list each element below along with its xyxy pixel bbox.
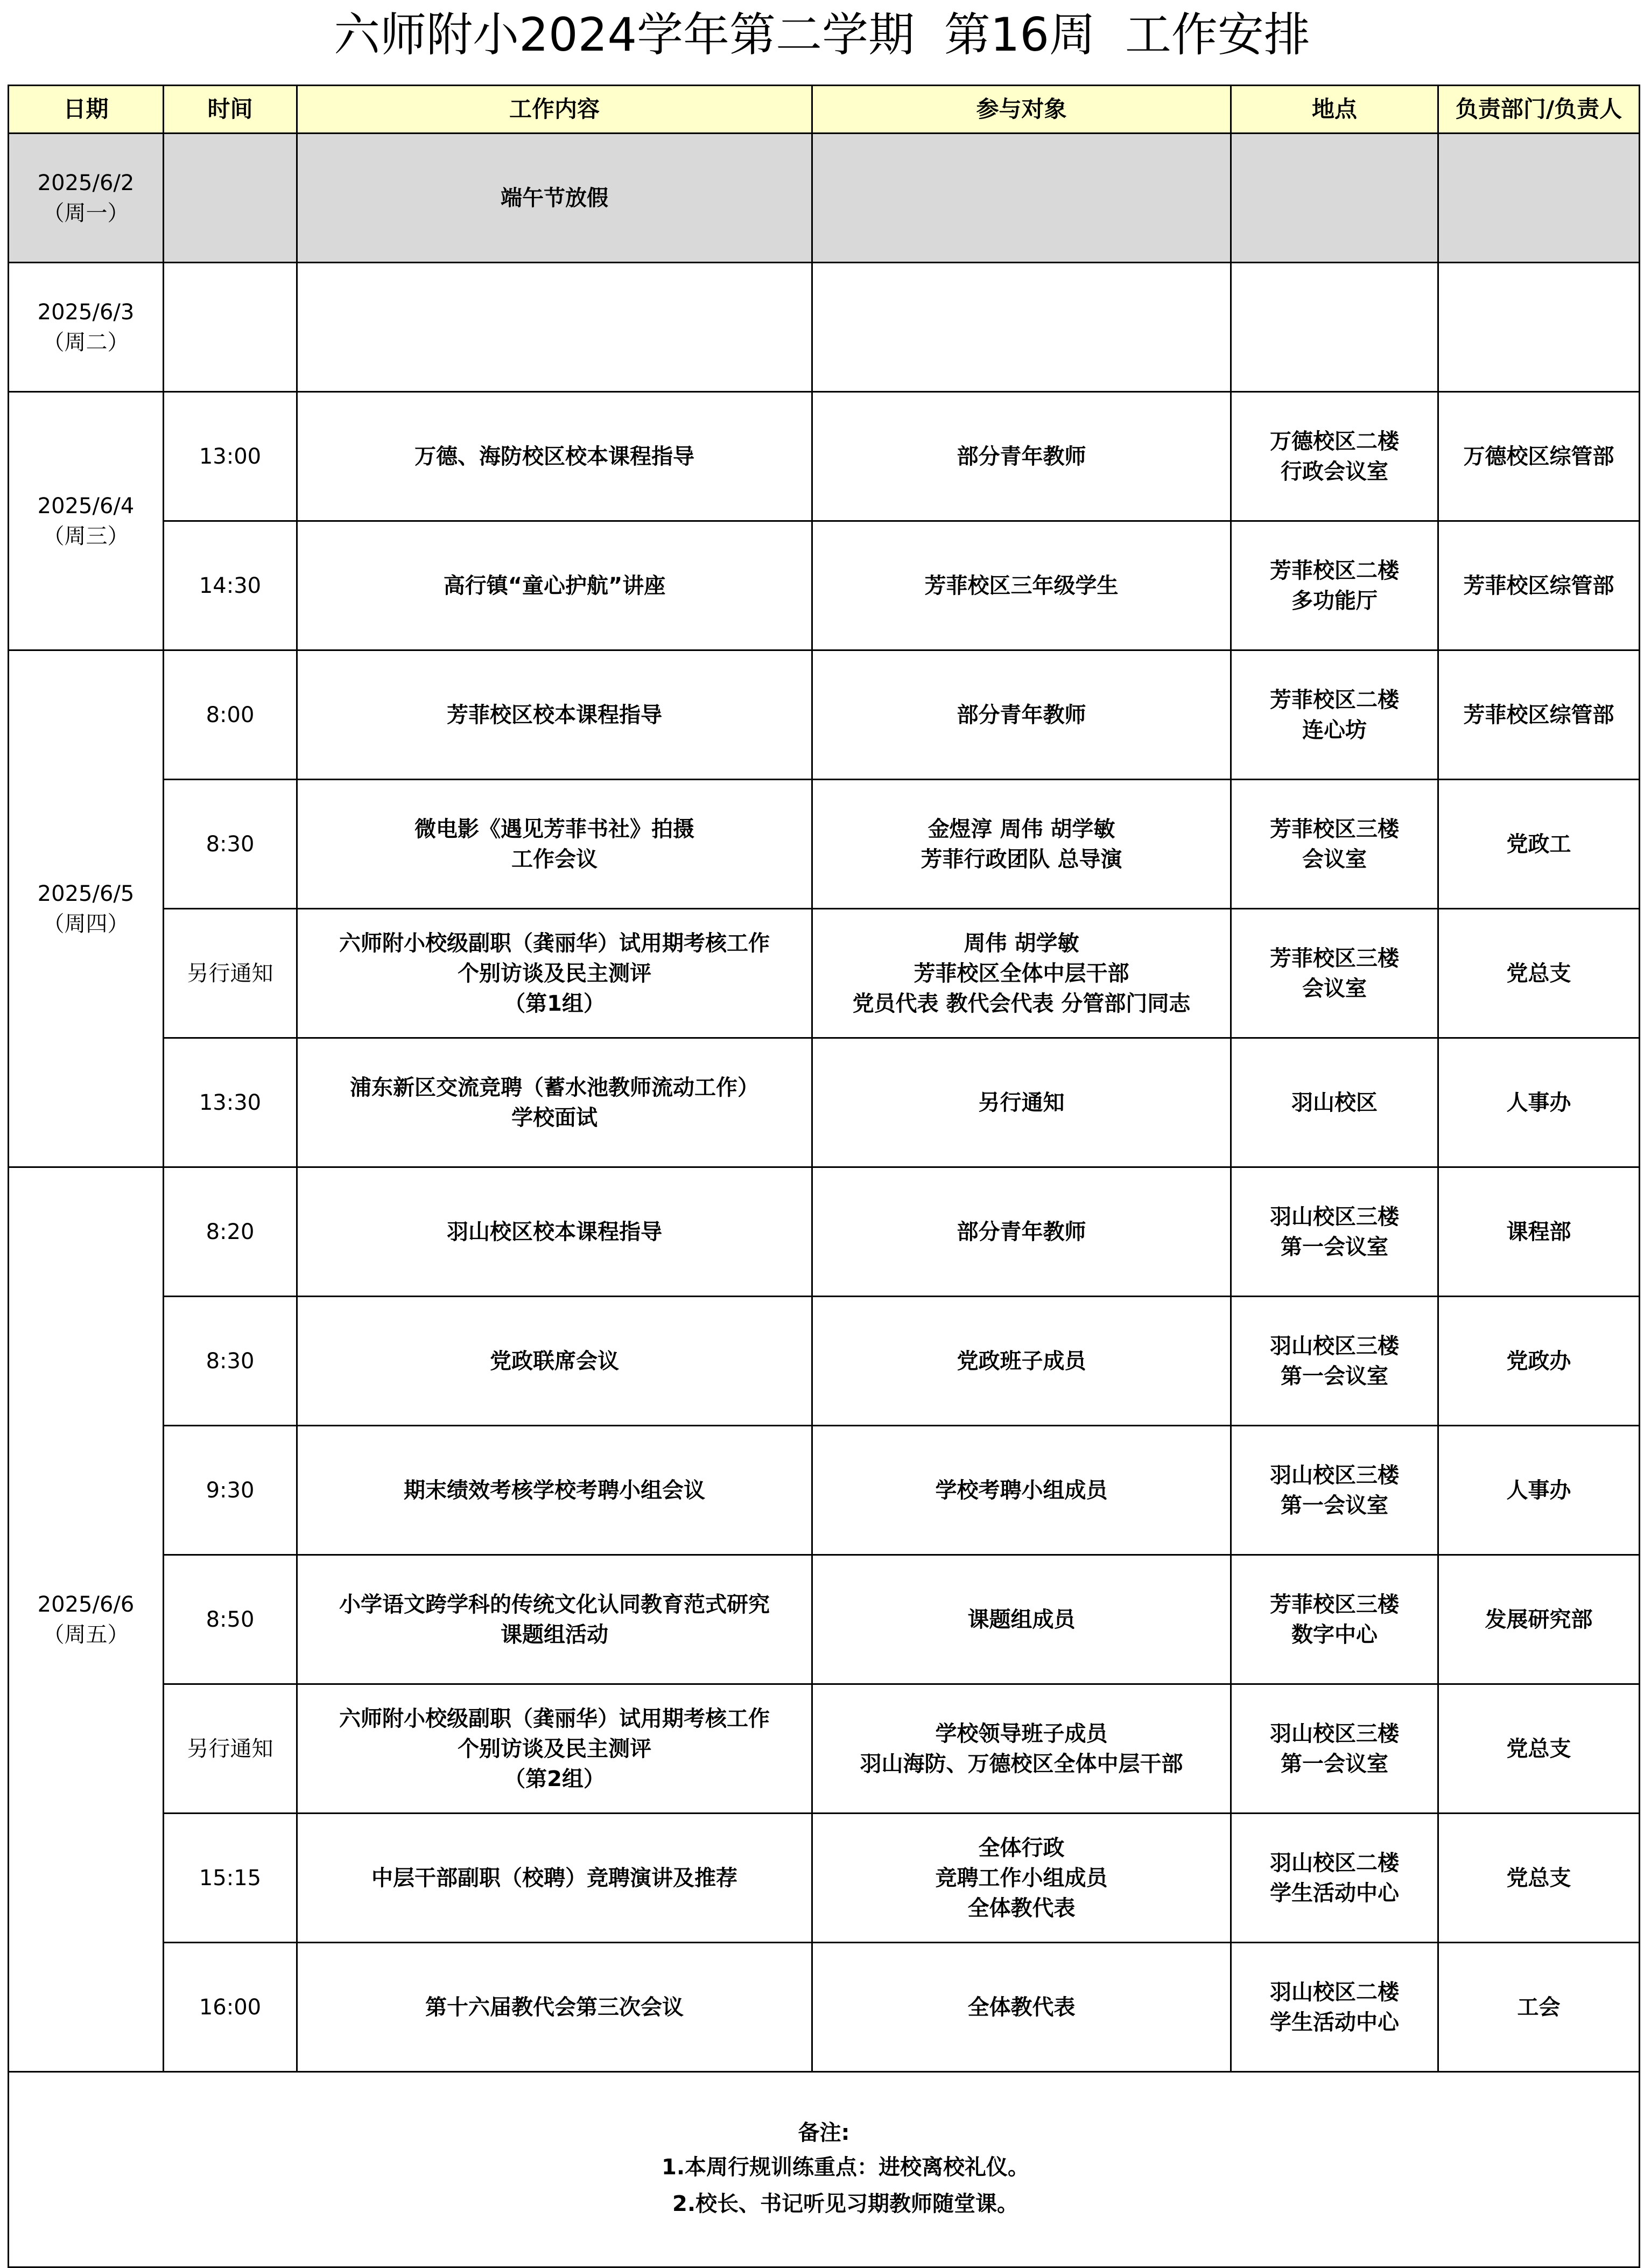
table-row — [9, 1038, 1640, 1167]
content-line: 课题组活动 — [501, 1622, 608, 1647]
location-cell — [1231, 1555, 1438, 1684]
table-row — [9, 1167, 1640, 1297]
location-cell — [1231, 1943, 1438, 2072]
participants-cell — [812, 134, 1231, 263]
location-line: 第一会议室 — [1281, 1751, 1388, 1776]
table-row — [9, 1297, 1640, 1426]
time-cell: 另行通知 — [164, 1684, 297, 1814]
time-cell — [164, 263, 297, 392]
notes-heading: 备注: — [798, 2120, 850, 2145]
participants-cell — [812, 521, 1231, 650]
content-cell — [297, 1167, 812, 1297]
content-cell — [297, 392, 812, 521]
weekday-value: （周一） — [43, 200, 129, 226]
time-cell: 8:20 — [164, 1167, 297, 1297]
content-line: 芳菲校区校本课程指导 — [447, 702, 662, 727]
time-cell: 13:30 — [164, 1038, 297, 1167]
date-cell — [9, 263, 164, 392]
participants-cell — [812, 1426, 1231, 1555]
time-cell: 15:15 — [164, 1814, 297, 1943]
time-cell: 9:30 — [164, 1426, 297, 1555]
participants-cell — [812, 1297, 1231, 1426]
table-row — [9, 1943, 1640, 2072]
location-cell — [1231, 263, 1438, 392]
participants-line: 党政班子成员 — [957, 1348, 1086, 1374]
content-line: 中层干部副职（校聘）竞聘演讲及推荐 — [371, 1865, 737, 1891]
location-line: 羽山校区二楼 — [1270, 1850, 1399, 1875]
table-row — [9, 392, 1640, 521]
participants-line: 芳菲校区三年级学生 — [924, 573, 1119, 598]
content-cell — [297, 1297, 812, 1426]
participants-line: 党员代表 教代会代表 分管部门同志 — [852, 991, 1191, 1016]
participants-line: 芳菲校区全体中层干部 — [914, 961, 1129, 986]
date-value: 2025/6/5 — [37, 881, 135, 906]
content-line: 个别访谈及民主测评 — [458, 1736, 651, 1761]
note-item: 2.校长、书记听见习期教师随堂课。 — [672, 2192, 1019, 2216]
location-cell — [1231, 1426, 1438, 1555]
note-item: 1.本周行规训练重点：进校离校礼仪。 — [661, 2155, 1030, 2180]
table-row — [9, 1684, 1640, 1814]
content-line: 党政联席会议 — [490, 1348, 619, 1374]
location-line: 芳菲校区二楼 — [1270, 558, 1399, 583]
owner-cell: 发展研究部 — [1438, 1555, 1640, 1684]
content-cell — [297, 780, 812, 909]
participants-cell — [812, 1167, 1231, 1297]
table-row — [9, 909, 1640, 1038]
time-cell — [164, 134, 297, 263]
table-row — [9, 1814, 1640, 1943]
content-cell — [297, 909, 812, 1038]
owner-cell: 党总支 — [1438, 1814, 1640, 1943]
content-line: 个别访谈及民主测评 — [458, 961, 651, 986]
location-cell — [1231, 521, 1438, 650]
schedule-table — [8, 85, 1640, 2268]
owner-cell — [1438, 134, 1640, 263]
time-cell: 16:00 — [164, 1943, 297, 2072]
participants-cell — [812, 780, 1231, 909]
location-cell — [1231, 650, 1438, 780]
participants-cell — [812, 1684, 1231, 1814]
time-cell: 8:50 — [164, 1555, 297, 1684]
location-line: 会议室 — [1302, 846, 1367, 872]
time-cell: 13:00 — [164, 392, 297, 521]
location-line: 羽山校区三楼 — [1270, 1721, 1399, 1746]
participants-line: 周伟 胡学敏 — [964, 930, 1079, 956]
content-line: （第1组） — [504, 991, 605, 1016]
participants-line: 竞聘工作小组成员 — [935, 1865, 1108, 1891]
header-participants: 参与对象 — [812, 86, 1231, 134]
location-line: 学生活动中心 — [1270, 1880, 1399, 1906]
content-cell — [297, 1426, 812, 1555]
content-line: 高行镇“童心护航”讲座 — [443, 573, 666, 598]
date-value: 2025/6/2 — [37, 170, 135, 195]
content-line: 期末绩效考核学校考聘小组会议 — [404, 1478, 705, 1503]
participants-cell — [812, 1555, 1231, 1684]
content-cell — [297, 1038, 812, 1167]
owner-cell: 党政工 — [1438, 780, 1640, 909]
location-line: 芳菲校区二楼 — [1270, 687, 1399, 712]
table-row — [9, 521, 1640, 650]
owner-cell — [1438, 263, 1640, 392]
participants-line: 学校考聘小组成员 — [935, 1478, 1108, 1503]
location-line: 行政会议室 — [1281, 459, 1388, 484]
participants-line: 全体教代表 — [967, 1895, 1076, 1921]
participants-line: 部分青年教师 — [957, 444, 1086, 469]
content-line: 六师附小校级副职（龚丽华）试用期考核工作 — [339, 1706, 770, 1731]
content-line: 浦东新区交流竞聘（蓄水池教师流动工作） — [350, 1075, 759, 1100]
content-line: 万德、海防校区校本课程指导 — [414, 444, 694, 469]
location-line: 羽山校区三楼 — [1270, 1462, 1399, 1488]
location-line: 羽山校区三楼 — [1270, 1333, 1399, 1359]
location-line: 羽山校区三楼 — [1270, 1204, 1399, 1229]
owner-cell: 万德校区综管部 — [1438, 392, 1640, 521]
participants-line: 部分青年教师 — [957, 702, 1086, 727]
table-row — [9, 1555, 1640, 1684]
content-line: 学校面试 — [511, 1105, 598, 1130]
location-line: 羽山校区二楼 — [1270, 1979, 1399, 2005]
header-location: 地点 — [1231, 86, 1438, 134]
participants-line: 全体行政 — [978, 1835, 1065, 1860]
content-line: 六师附小校级副职（龚丽华）试用期考核工作 — [339, 930, 770, 956]
participants-line: 金煜淳 周伟 胡学敏 — [928, 816, 1115, 842]
content-cell — [297, 650, 812, 780]
participants-cell — [812, 263, 1231, 392]
participants-line: 课题组成员 — [967, 1607, 1076, 1632]
time-cell: 8:30 — [164, 1297, 297, 1426]
location-line: 芳菲校区三楼 — [1270, 816, 1399, 842]
content-line: （第2组） — [504, 1766, 605, 1791]
participants-line: 羽山海防、万德校区全体中层干部 — [860, 1751, 1183, 1776]
date-cell — [9, 392, 164, 650]
owner-cell: 党总支 — [1438, 909, 1640, 1038]
location-cell — [1231, 1297, 1438, 1426]
participants-cell — [812, 1943, 1231, 2072]
owner-cell: 课程部 — [1438, 1167, 1640, 1297]
table-row — [9, 780, 1640, 909]
date-value: 2025/6/4 — [37, 493, 135, 519]
location-cell — [1231, 1167, 1438, 1297]
location-line: 芳菲校区三楼 — [1270, 1592, 1399, 1617]
date-value: 2025/6/3 — [37, 299, 135, 325]
date-cell — [9, 1167, 164, 2072]
location-line: 芳菲校区三楼 — [1270, 946, 1399, 971]
location-line: 学生活动中心 — [1270, 2010, 1399, 2035]
participants-cell — [812, 1038, 1231, 1167]
location-line: 第一会议室 — [1281, 1363, 1388, 1389]
participants-line: 芳菲行政团队 总导演 — [921, 846, 1122, 872]
weekday-value: （周五） — [43, 1622, 129, 1647]
participants-line: 部分青年教师 — [957, 1219, 1086, 1244]
content-cell — [297, 263, 812, 392]
weekday-value: （周二） — [43, 330, 129, 355]
weekday-value: （周三） — [43, 523, 129, 549]
header-content: 工作内容 — [297, 86, 812, 134]
time-cell: 14:30 — [164, 521, 297, 650]
location-cell — [1231, 392, 1438, 521]
location-line: 羽山校区 — [1291, 1090, 1378, 1115]
participants-cell — [812, 909, 1231, 1038]
content-cell — [297, 521, 812, 650]
owner-cell: 芳菲校区综管部 — [1438, 650, 1640, 780]
table-row — [9, 650, 1640, 780]
header-date: 日期 — [9, 86, 164, 134]
location-line: 第一会议室 — [1281, 1234, 1388, 1259]
owner-cell: 工会 — [1438, 1943, 1640, 2072]
location-line: 连心坊 — [1302, 717, 1367, 743]
participants-line: 学校领导班子成员 — [935, 1721, 1108, 1746]
owner-cell: 人事办 — [1438, 1038, 1640, 1167]
header-time: 时间 — [164, 86, 297, 134]
table-row — [9, 1426, 1640, 1555]
content-line: 第十六届教代会第三次会议 — [425, 1994, 684, 2020]
content-line: 工作会议 — [511, 846, 598, 872]
location-cell — [1231, 134, 1438, 263]
location-line: 第一会议室 — [1281, 1493, 1388, 1518]
participants-cell — [812, 1814, 1231, 1943]
time-cell: 8:00 — [164, 650, 297, 780]
time-cell: 另行通知 — [164, 909, 297, 1038]
owner-cell: 党政办 — [1438, 1297, 1640, 1426]
location-cell — [1231, 780, 1438, 909]
location-cell — [1231, 1038, 1438, 1167]
content-line: 微电影《遇见芳菲书社》拍摄 — [414, 816, 694, 842]
notes-cell — [9, 2072, 1640, 2267]
table-row — [9, 263, 1640, 392]
weekday-value: （周四） — [43, 911, 129, 936]
date-cell — [9, 134, 164, 263]
participants-cell — [812, 650, 1231, 780]
content-line: 羽山校区校本课程指导 — [447, 1219, 662, 1244]
date-value: 2025/6/6 — [37, 1592, 135, 1617]
location-line: 数字中心 — [1291, 1622, 1378, 1647]
content-cell — [297, 1943, 812, 2072]
owner-cell: 党总支 — [1438, 1684, 1640, 1814]
participants-cell — [812, 392, 1231, 521]
date-cell — [9, 650, 164, 1167]
participants-line: 另行通知 — [978, 1090, 1065, 1115]
time-cell: 8:30 — [164, 780, 297, 909]
location-line: 多功能厅 — [1291, 588, 1378, 613]
location-line: 万德校区二楼 — [1270, 429, 1399, 454]
owner-cell: 人事办 — [1438, 1426, 1640, 1555]
location-line: 会议室 — [1302, 976, 1367, 1001]
location-cell — [1231, 1684, 1438, 1814]
owner-cell: 芳菲校区综管部 — [1438, 521, 1640, 650]
content-cell: 端午节放假 — [297, 134, 812, 263]
content-cell — [297, 1684, 812, 1814]
header-row — [9, 86, 1640, 134]
location-cell — [1231, 909, 1438, 1038]
header-owner: 负责部门/负责人 — [1438, 86, 1640, 134]
content-cell — [297, 1814, 812, 1943]
content-line: 小学语文跨学科的传统文化认同教育范式研究 — [339, 1592, 770, 1617]
participants-line: 全体教代表 — [967, 1994, 1076, 2020]
location-cell — [1231, 1814, 1438, 1943]
page-title: 六师附小2024学年第二学期 第16周 工作安排 — [334, 8, 1310, 62]
content-cell — [297, 1555, 812, 1684]
table-row — [9, 134, 1640, 263]
